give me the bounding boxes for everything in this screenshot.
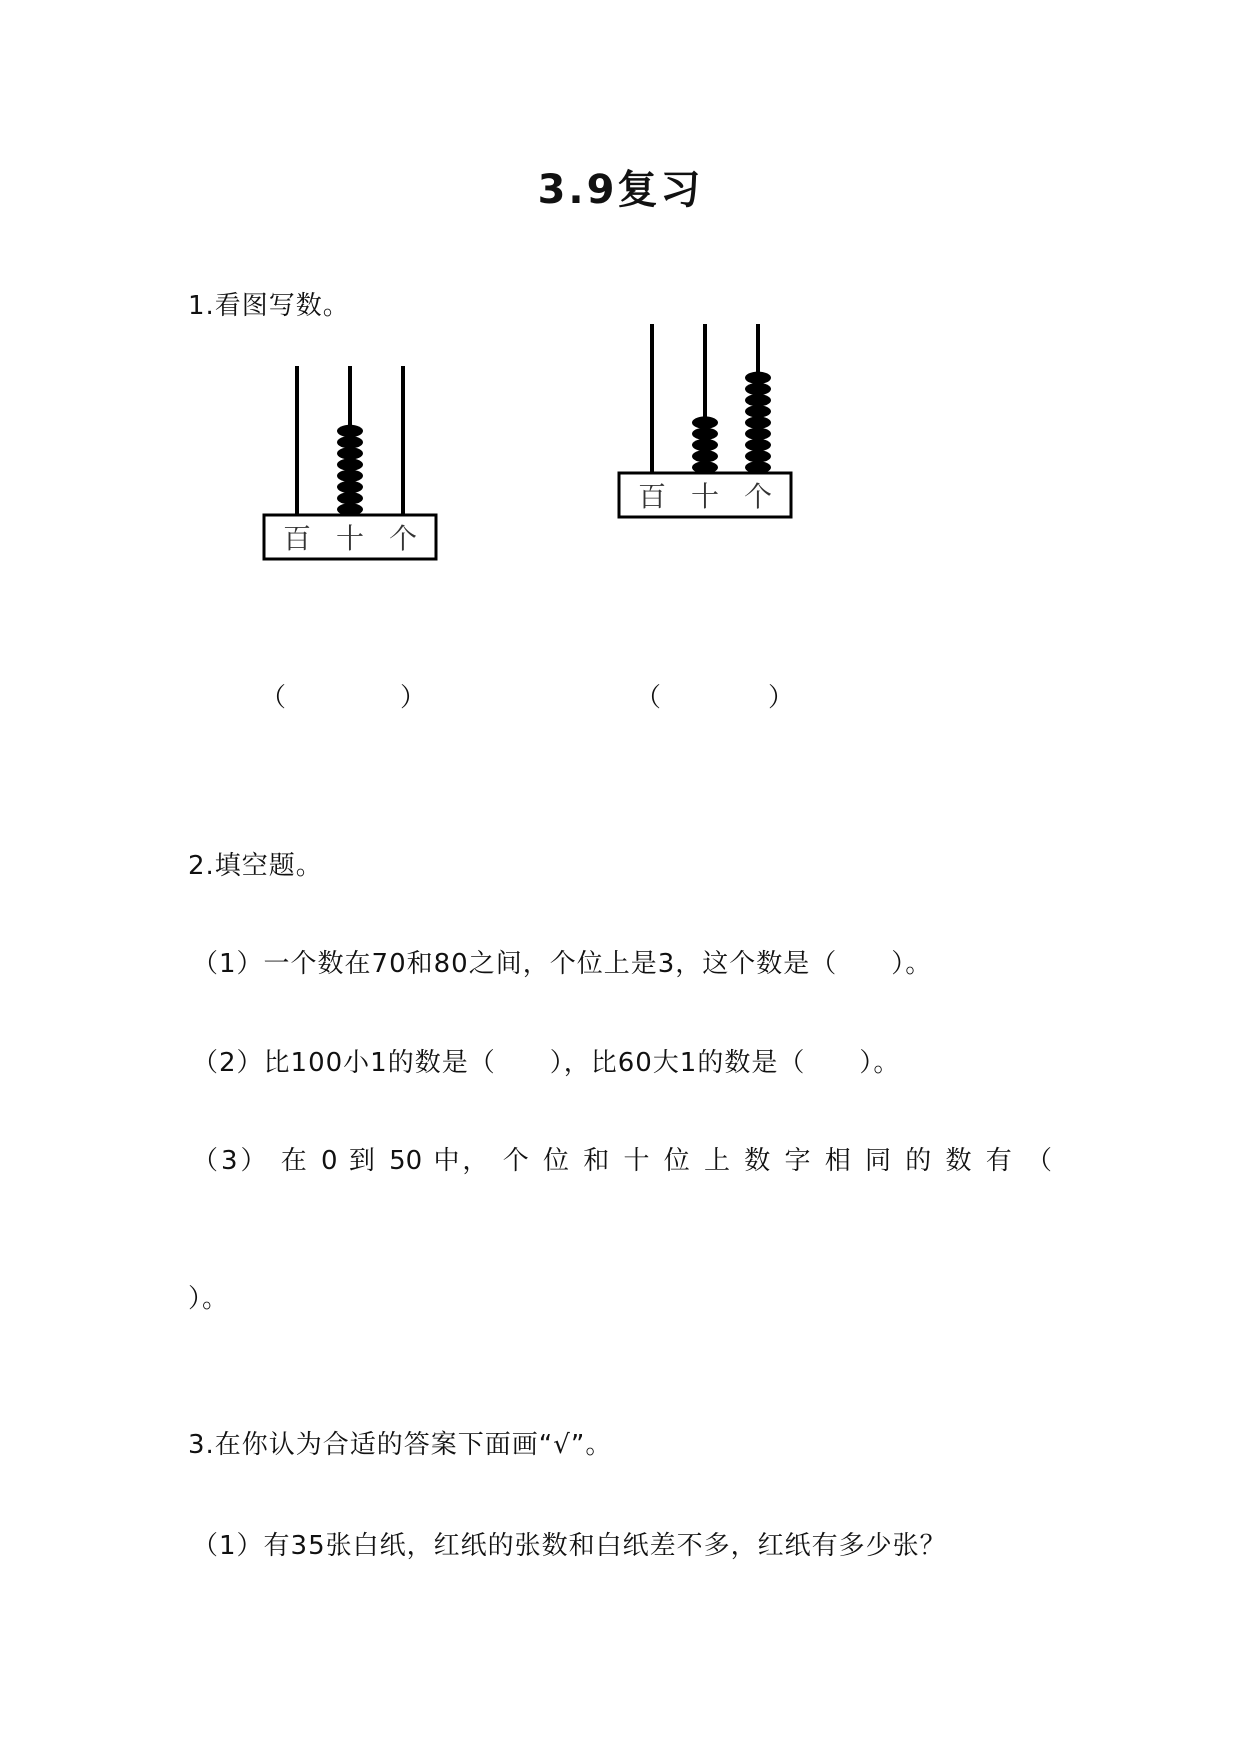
abacus-a-label-hundreds: 百 [282,522,312,555]
question-3-heading: 3.在你认为合适的答案下面画“√”。 [188,1430,613,1460]
question-2-item-3-line-1: （3） 在 0 到 50 中， 个 位 和 十 位 上 数 字 相 同 的 数 有 （ [192,1146,1052,1176]
abacus-a [255,360,455,570]
abacus-a-bead-tens [337,492,363,504]
abacus-a-bead-tens [337,458,363,470]
question-1-heading: 1.看图写数。 [188,291,350,321]
abacus-b-bead-ones [745,394,771,406]
page-title: 3.9复习 [537,167,704,213]
abacus-b-bead-ones [745,439,771,451]
abacus-b-bead-ones [745,383,771,395]
abacus-b-bead-ones [745,428,771,440]
question-2-item-1: （1）一个数在70和80之间，个位上是3，这个数是（ ）。 [192,949,933,979]
answer-a-close-paren: ） [400,683,427,713]
abacus-b-label-hundreds: 百 [637,480,667,513]
abacus-a-bead-tens [337,481,363,493]
answer-b-close-paren: ） [768,683,795,713]
abacus-a-bead-tens [337,425,363,437]
abacus-b-bead-tens [692,450,718,462]
answer-b-open-paren: （ [635,683,662,713]
abacus-b-bead-tens [692,416,718,428]
abacus-b-bead-ones [745,416,771,428]
abacus-b-bead-ones [745,372,771,384]
abacus-b-bead-tens [692,439,718,451]
question-2-item-3-line-2: ）。 [188,1284,230,1314]
abacus-a-label-tens: 十 [335,522,365,555]
abacus-a-label-ones: 个 [388,522,418,555]
abacus-b-label-tens: 十 [690,480,720,513]
abacus-b-bead-ones [745,450,771,462]
question-3-item-1: （1）有35张白纸，红纸的张数和白纸差不多，红纸有多少张？ [192,1531,947,1561]
abacus-b [610,318,810,528]
abacus-b-bead-ones [745,405,771,417]
abacus-b-label-ones: 个 [743,480,773,513]
abacus-a-bead-tens [337,436,363,448]
question-2-heading: 2.填空题。 [188,851,323,881]
abacus-a-bead-tens [337,447,363,459]
question-2-item-2: （2）比100小1的数是（ ），比60大1的数是（ ）。 [192,1048,901,1078]
answer-a-open-paren: （ [260,683,287,713]
abacus-b-bead-tens [692,428,718,440]
abacus-a-bead-tens [337,470,363,482]
